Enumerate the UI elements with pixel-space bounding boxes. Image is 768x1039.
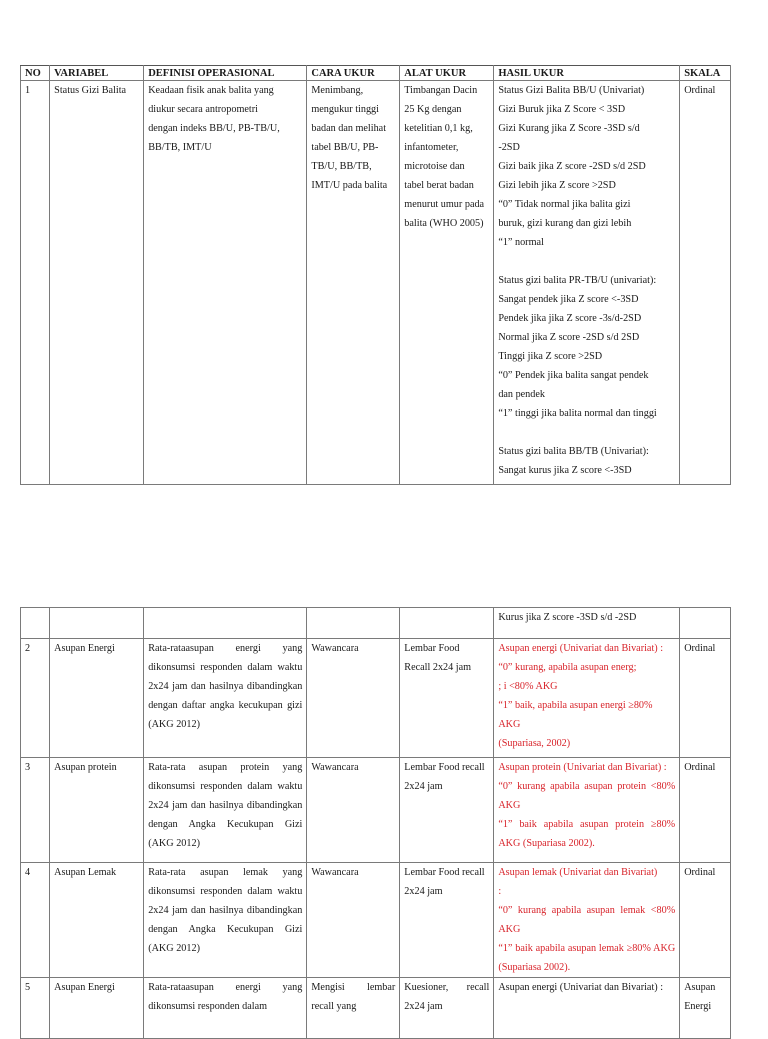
cell-skala: Ordinal	[680, 863, 731, 978]
hasil-line: ; i <80% AKG	[498, 681, 558, 692]
cell-definisi: Rata-rataasupan energi yang dikonsumsi responden dalam waktu 2x24 jam dan hasilnya dibandingkan dengan daftar angka kecukupan gizi (AKG 2012)	[144, 639, 307, 758]
hasil-line: “0” kurang apabila asupan protein <80% AKG	[498, 781, 676, 811]
cell-variabel: Asupan Lemak	[50, 863, 144, 978]
alat-line: Lembar Food recall	[404, 762, 485, 773]
hasil-line: Normal jika Z score -2SD s/d 2SD	[498, 332, 640, 343]
cell-hasil-ukur	[494, 863, 680, 978]
skala-line: Energi	[684, 1001, 712, 1012]
cell-skala: Ordinal	[680, 639, 731, 758]
table-row	[21, 863, 731, 978]
cell-alat-ukur	[400, 758, 494, 863]
cell-no	[21, 608, 50, 639]
blank-line	[498, 252, 675, 271]
alat-line: tabel berat badan	[404, 180, 474, 191]
blank-line	[498, 423, 675, 442]
definisi-line: Keadaan fisik anak balita yang	[148, 85, 274, 96]
cell-variabel: Asupan protein	[50, 758, 144, 863]
table-row	[21, 978, 731, 1039]
cell-cara-ukur: Wawancara	[307, 639, 400, 758]
cara-line: Menimbang,	[311, 85, 364, 96]
header-variabel: VARIABEL	[50, 66, 144, 81]
cell-cara-ukur: Wawancara	[307, 758, 400, 863]
definisi-line: diukur secara antropometri	[148, 104, 258, 115]
table-page-1	[20, 65, 731, 485]
cell-skala	[680, 978, 731, 1039]
hasil-line: Gizi Kurang jika Z Score -3SD s/d	[498, 123, 640, 134]
hasil-line: Gizi Buruk jika Z Score < 3SD	[498, 104, 626, 115]
cell-variabel	[50, 608, 144, 639]
cell-definisi: Rata-rata asupan protein yang dikonsumsi responden dalam waktu 2x24 jam dan hasilnya dibandingkan dengan Angka Kecukupan Gizi (AKG 2012)	[144, 758, 307, 863]
cell-hasil-ukur: Kurus jika Z score -3SD s/d -2SD	[494, 608, 680, 639]
cell-skala: Ordinal	[680, 758, 731, 863]
table-row-continuation	[21, 608, 731, 639]
hasil-line: :	[498, 886, 502, 897]
table-row	[21, 639, 731, 758]
cell-alat-ukur: Kuesioner, recall 2x24 jam	[400, 978, 494, 1039]
alat-line: 25 Kg dengan	[404, 104, 462, 115]
cell-definisi: Rata-rata asupan lemak yang dikonsumsi responden dalam waktu 2x24 jam dan hasilnya dibandingkan dengan Angka Kecukupan Gizi (AKG 2012)	[144, 863, 307, 978]
cell-alat-ukur	[400, 608, 494, 639]
hasil-line: “0” kurang, apabila asupan energ;	[498, 662, 637, 673]
header-skala: SKALA	[680, 66, 731, 81]
cell-skala	[680, 608, 731, 639]
cell-definisi: Rata-rataasupan energi yang dikonsumsi responden dalam	[144, 978, 307, 1039]
hasil-line: dan pendek	[498, 389, 545, 400]
alat-line: balita (WHO 2005)	[404, 218, 484, 229]
cell-definisi	[144, 608, 307, 639]
hasil-line: Asupan protein (Univariat dan Bivariat) :	[498, 762, 667, 773]
cell-cara-ukur: Mengisi lembar recall yang	[307, 978, 400, 1039]
table-header-row	[21, 66, 731, 81]
table-row	[21, 81, 731, 485]
cell-variabel: Status Gizi Balita	[50, 81, 144, 485]
hasil-line: -2SD	[498, 142, 520, 153]
cell-skala: Ordinal	[680, 81, 731, 485]
cara-line: TB/U, BB/TB,	[311, 161, 372, 172]
hasil-line: Sangat kurus jika Z score <-3SD	[498, 465, 632, 476]
definisi-line: dengan indeks BB/U, PB-TB/U,	[148, 123, 280, 134]
cell-hasil-ukur	[494, 639, 680, 758]
alat-line: 2x24 jam	[404, 886, 443, 897]
hasil-line: buruk, gizi kurang dan gizi lebih	[498, 218, 632, 229]
hasil-line: Status Gizi Balita BB/U (Univariat)	[498, 85, 645, 96]
alat-line: Recall 2x24 jam	[404, 662, 472, 673]
operational-definition-table-continued	[20, 607, 731, 1039]
hasil-line: “1” baik apabila asupan protein ≥80% AKG (Supariasa 2002).	[498, 819, 676, 849]
skala-line: Asupan	[684, 982, 716, 993]
cell-cara-ukur	[307, 81, 400, 485]
header-hasil-ukur: HASIL UKUR	[494, 66, 680, 81]
cell-alat-ukur	[400, 639, 494, 758]
cell-variabel: Asupan Energi	[50, 978, 144, 1039]
cell-variabel: Asupan Energi	[50, 639, 144, 758]
hasil-line: “1” baik, apabila asupan energi ≥80% AKG	[498, 700, 653, 730]
cell-alat-ukur	[400, 863, 494, 978]
hasil-line: “1” baik apabila asupan lemak ≥80% AKG (Supariasa 2002).	[498, 943, 676, 973]
alat-line: Timbangan Dacin	[404, 85, 478, 96]
alat-line: menurut umur pada	[404, 199, 485, 210]
hasil-line: “0” kurang apabila asupan lemak <80% AKG	[498, 905, 676, 935]
table-row	[21, 758, 731, 863]
cell-no: 1	[21, 81, 50, 485]
header-no: NO	[21, 66, 50, 81]
hasil-line: Gizi lebih jika Z score >2SD	[498, 180, 616, 191]
alat-line: Lembar Food	[404, 643, 460, 654]
alat-line: Lembar Food recall	[404, 867, 485, 878]
cell-no: 3	[21, 758, 50, 863]
cell-alat-ukur	[400, 81, 494, 485]
hasil-line: Status gizi balita PR-TB/U (univariat):	[498, 275, 657, 286]
cell-hasil-ukur: Asupan energi (Univariat dan Bivariat) :	[494, 978, 680, 1039]
cell-no: 5	[21, 978, 50, 1039]
cell-cara-ukur	[307, 608, 400, 639]
operational-definition-table	[20, 65, 731, 485]
cell-no: 4	[21, 863, 50, 978]
hasil-line: Asupan energi (Univariat dan Bivariat) :	[498, 643, 664, 654]
table-page-2	[20, 607, 731, 1039]
cara-line: badan dan melihat	[311, 123, 387, 134]
hasil-line: Tinggi jika Z score >2SD	[498, 351, 603, 362]
cara-line: IMT/U pada balita	[311, 180, 388, 191]
cell-cara-ukur: Wawancara	[307, 863, 400, 978]
hasil-line: “0” Pendek jika balita sangat pendek	[498, 370, 649, 381]
hasil-line: Gizi baik jika Z score -2SD s/d 2SD	[498, 161, 646, 172]
header-alat-ukur: ALAT UKUR	[400, 66, 494, 81]
cell-hasil-ukur	[494, 758, 680, 863]
cell-hasil-ukur	[494, 81, 680, 485]
hasil-line: “1” tinggi jika balita normal dan tinggi	[498, 408, 657, 419]
cara-line: tabel BB/U, PB-	[311, 142, 379, 153]
cara-line: mengukur tinggi	[311, 104, 379, 115]
header-cara-ukur: CARA UKUR	[307, 66, 400, 81]
alat-line: microtoise dan	[404, 161, 465, 172]
hasil-line: Pendek jika jika Z score -3s/d-2SD	[498, 313, 642, 324]
hasil-line: “1” normal	[498, 237, 544, 248]
alat-line: ketelitian 0,1 kg,	[404, 123, 473, 134]
header-definisi: DEFINISI OPERASIONAL	[144, 66, 307, 81]
definisi-line: BB/TB, IMT/U	[148, 142, 212, 153]
hasil-line: (Supariasa, 2002)	[498, 738, 571, 749]
cell-definisi	[144, 81, 307, 485]
hasil-line: Sangat pendek jika Z score <-3SD	[498, 294, 639, 305]
alat-line: infantometer,	[404, 142, 459, 153]
alat-line: 2x24 jam	[404, 781, 443, 792]
hasil-line: “0” Tidak normal jika balita gizi	[498, 199, 631, 210]
hasil-line: Asupan lemak (Univariat dan Bivariat)	[498, 867, 658, 878]
hasil-line: Status gizi balita BB/TB (Univariat):	[498, 446, 649, 457]
cell-no: 2	[21, 639, 50, 758]
